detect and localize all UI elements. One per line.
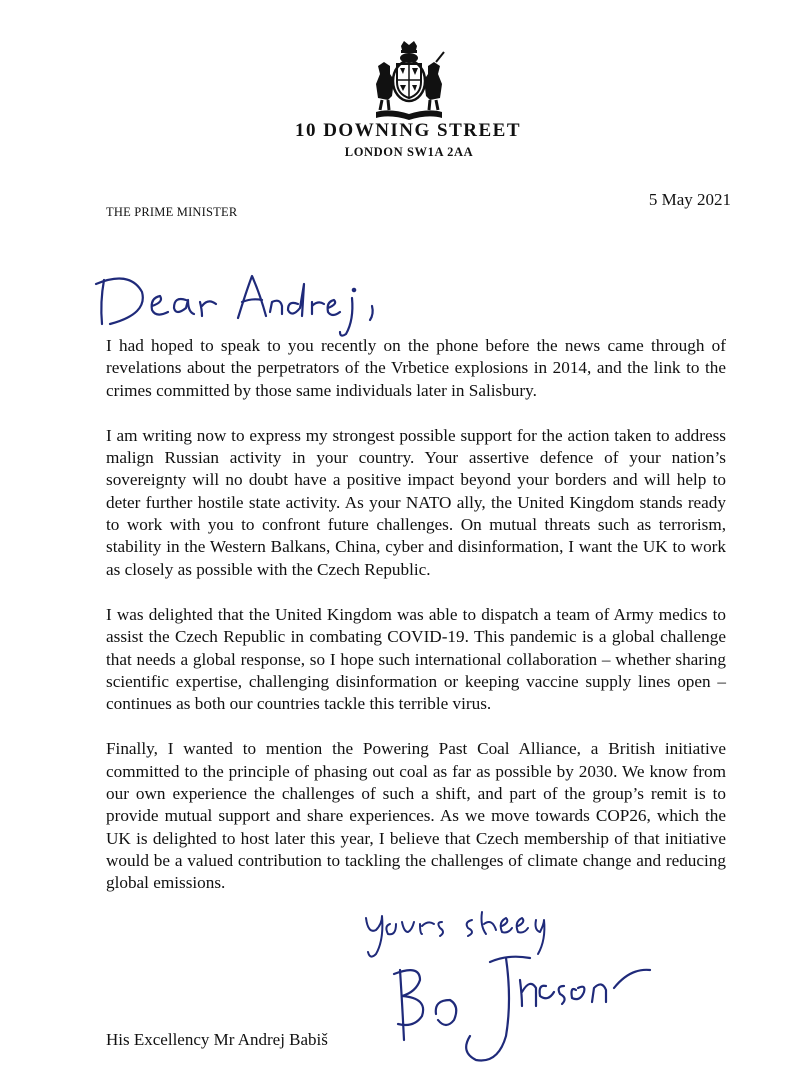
sender-office: THE PRIME MINISTER: [106, 205, 238, 219]
recipient-name: His Excellency Mr Andrej Babiš: [106, 1030, 328, 1049]
paragraph: Finally, I wanted to mention the Powering Past Coal Alliance, a British initiative committed to the principle of phasing out coal as far as possible by 2030. We know from our own experience the challenges of such a shift, and part of the group’s remit is to provide mutual support and share experiences. As we move towards COP26, which the UK is delighted to host later this year, I believe that Czech membership of that initiative would be a valued contribution to tackling the challenges of climate change and reducing global emissions.: [106, 739, 726, 893]
letterhead-address: 10 DOWNING STREET: [294, 120, 522, 141]
handwritten-salutation: [90, 262, 390, 342]
letter-body: [106, 335, 726, 918]
paragraph: I had hoped to speak to you recently on the phone before the news came through of revelations about the perpetrators of the Vrbetice explosions in 2014, and the link to the crimes committed by those same individuals later in Salisbury.: [106, 336, 726, 400]
letterhead-postcode: LONDON SW1A 2AA: [344, 145, 474, 159]
paragraph: I was delighted that the United Kingdom was able to dispatch a team of Army medics to assist the Czech Republic in combating COVID-19. This pandemic is a global challenge that needs a global response, so I hope such international collaboration – whether sharing scientific expertise, challenging disinformation or keeping vaccine supply lines open – continues as both our countries tackle this terrible virus.: [106, 604, 726, 714]
letter-date: 5 May 2021: [648, 190, 731, 209]
royal-coat-of-arms-icon: [370, 40, 448, 122]
handwritten-signature: [380, 940, 670, 1070]
paragraph: I am writing now to express my strongest possible support for the action taken to address malign Russian activity in your country. Your assertive defence of your nation’s sovereignty will no doubt have a positive impact beyond your borders and will help to deter further hostile state activity. As your NATO ally, the United Kingdom stands ready to work with you to confront future challenges. On mutual threats such as terrorism, stability in the Western Balkans, China, cyber and disinformation, I want the UK to work as closely as possible with the Czech Republic.: [106, 425, 726, 579]
